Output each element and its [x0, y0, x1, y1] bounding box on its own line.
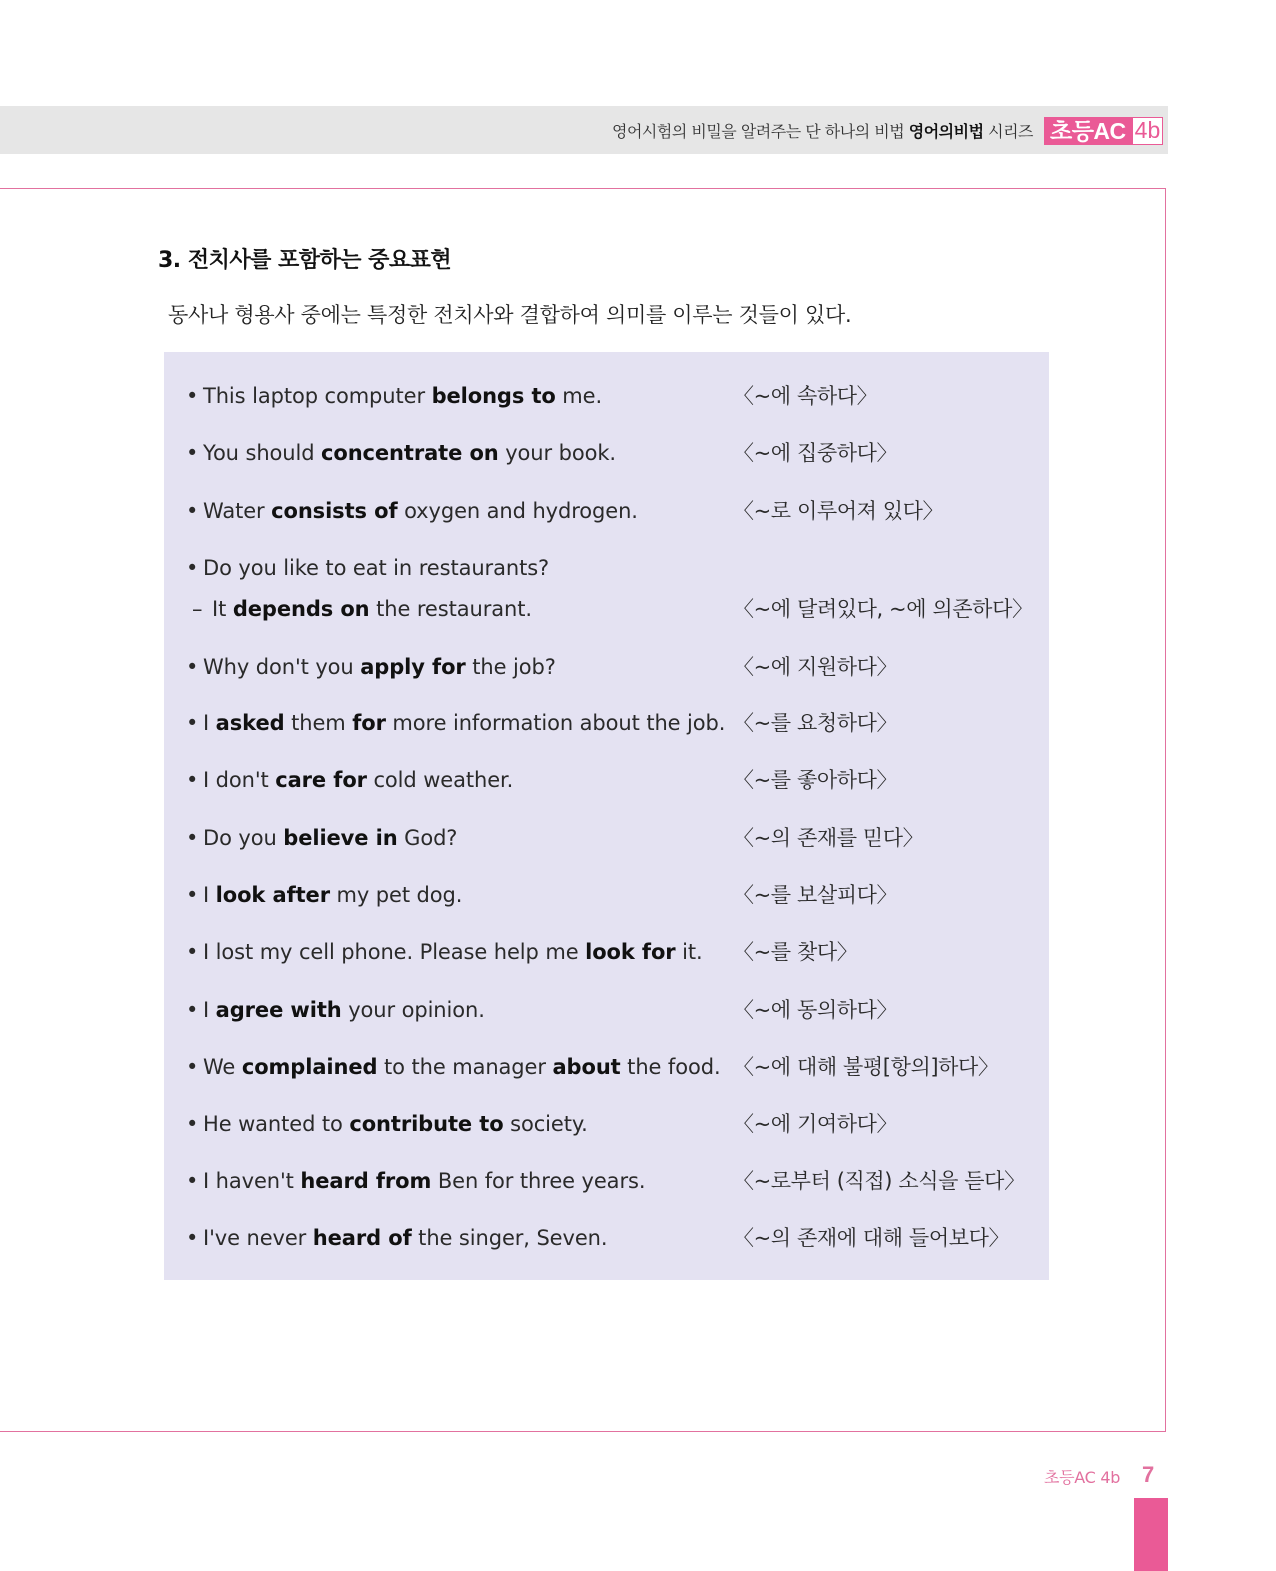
expression-row: • I agree with your opinion. 〈~에 동의하다〉	[186, 992, 1046, 1028]
meaning: 〈~에 속하다〉	[733, 384, 878, 408]
meaning: 〈~로부터 (직접) 소식을 듣다〉	[733, 1169, 1025, 1193]
expression-row: • You should concentrate on your book. 〈~에 집중하다〉	[186, 435, 1046, 471]
section-intro: 동사나 형용사 중에는 특정한 전치사와 결합하여 의미를 이루는 것들이 있다.	[168, 303, 852, 327]
expression-row: • I don't care for cold weather. 〈~를 좋아하다〉	[186, 762, 1046, 798]
meaning: 〈~에 동의하다〉	[733, 998, 898, 1022]
page-tab	[1134, 1498, 1168, 1571]
meaning: 〈~를 좋아하다〉	[733, 768, 898, 792]
expression-row: • Water consists of oxygen and hydrogen. 〈~로 이루어져 있다〉	[186, 493, 1046, 529]
meaning: 〈~로 이루어져 있다〉	[733, 499, 944, 523]
expression-row: – It depends on the restaurant. 〈~에 달려있다, ~에 의존하다〉	[186, 591, 1046, 627]
footer-label: 초등AC 4b	[1044, 1468, 1121, 1487]
meaning: 〈~에 집중하다〉	[733, 441, 898, 465]
meaning: 〈~의 존재를 믿다〉	[733, 826, 924, 850]
expression-row: • I've never heard of the singer, Seven. 〈~의 존재에 대해 들어보다〉	[186, 1220, 1046, 1256]
page-number: 7	[1142, 1462, 1155, 1487]
meaning: 〈~의 존재에 대해 들어보다〉	[733, 1226, 1010, 1250]
expression-row: • I haven't heard from Ben for three years. 〈~로부터 (직접) 소식을 듣다〉	[186, 1163, 1046, 1199]
expression-row: • This laptop computer belongs to me. 〈~에 속하다〉	[186, 378, 1046, 414]
expression-row: • Do you like to eat in restaurants?	[186, 556, 550, 580]
badge-sub: 4b	[1132, 117, 1164, 145]
expression-row: • I asked them for more information about the job. 〈~를 요청하다〉	[186, 705, 1046, 741]
expression-row: • I lost my cell phone. Please help me look for it. 〈~를 찾다〉	[186, 934, 1046, 970]
expression-row: • Do you believe in God? 〈~의 존재를 믿다〉	[186, 820, 1046, 856]
meaning: 〈~에 지원하다〉	[733, 655, 898, 679]
section-title: 3. 전치사를 포함하는 중요표현	[158, 248, 452, 273]
meaning: 〈~에 달려있다, ~에 의존하다〉	[733, 597, 1033, 621]
expression-row: • I look after my pet dog. 〈~를 보살피다〉	[186, 877, 1046, 913]
meaning: 〈~에 대해 불평[항의]하다〉	[733, 1055, 999, 1079]
meaning: 〈~를 요청하다〉	[733, 711, 898, 735]
book-badge	[1044, 117, 1163, 145]
meaning: 〈~에 기여하다〉	[733, 1112, 898, 1136]
series-title: 영어시험의 비밀을 알려주는 단 하나의 비법 영어의비법 시리즈	[612, 122, 1033, 141]
meaning: 〈~를 찾다〉	[733, 940, 858, 964]
expression-row: • Why don't you apply for the job? 〈~에 지원하다〉	[186, 649, 1046, 685]
expression-row: • We complained to the manager about the food. 〈~에 대해 불평[항의]하다〉	[186, 1049, 1046, 1085]
expression-row: • He wanted to contribute to society. 〈~에 기여하다〉	[186, 1106, 1046, 1142]
meaning: 〈~를 보살피다〉	[733, 883, 898, 907]
badge-main: 초등AC	[1044, 117, 1132, 145]
